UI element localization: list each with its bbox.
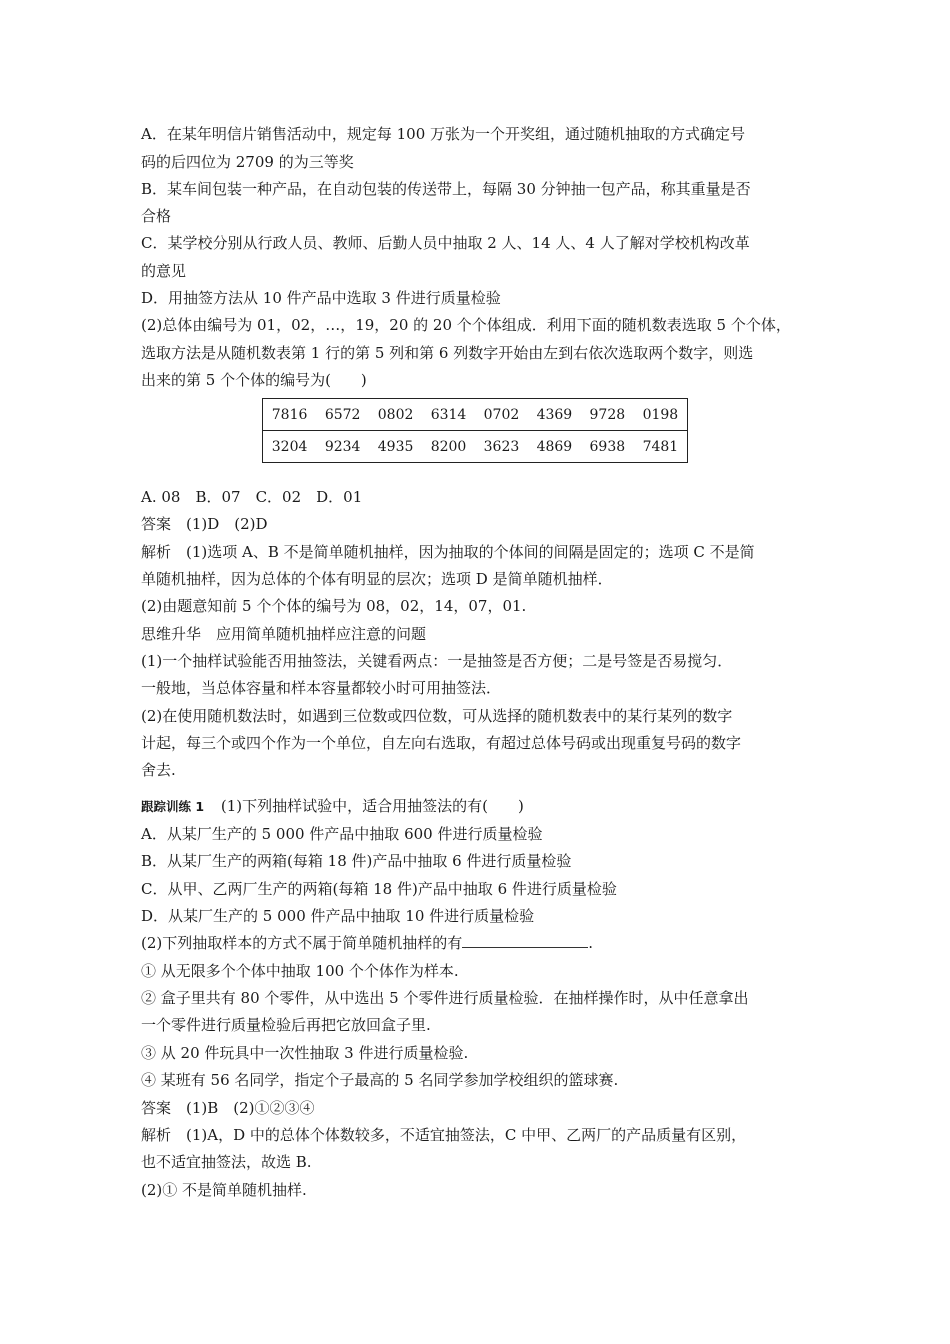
training-q2: (2)下列抽取样本的方式不属于简单随机抽样的有: [141, 934, 463, 952]
training-option-b: B．从某厂生产的两箱(每箱 18 件)产品中抽取 6 件进行质量检验: [141, 852, 572, 870]
answer-1: 答案 (1)D (2)D: [141, 515, 268, 533]
q1-option-b-line2: 合格: [141, 207, 172, 225]
thinking-title: 思维升华 应用简单随机抽样应注意的问题: [141, 625, 427, 643]
analysis-2-line1: 解析 (1)A，D 中的总体个体数较多，不适宜抽签法，C 中甲、乙两厂的产品质量有区别，: [141, 1126, 747, 1144]
training-q1-line: [141, 796, 524, 817]
table-cell: 8200: [430, 438, 467, 455]
table-cell: 7816: [263, 399, 317, 431]
table-cell: 0702: [475, 399, 528, 431]
table-cell: 9234: [324, 438, 361, 455]
analysis-2-line3: (2)① 不是简单随机抽样.: [141, 1181, 307, 1199]
answer-blank: [462, 933, 588, 948]
q2-stem-line3: 出来的第 5 个个体的编号为( ): [141, 371, 367, 389]
training-item-1: ① 从无限多个个体中抽取 100 个个体作为样本.: [141, 962, 459, 980]
q1-option-b-line1: B．某车间包装一种产品，在自动包装的传送带上，每隔 30 分钟抽一包产品，称其重量是否: [141, 180, 751, 198]
table-cell: 3623: [483, 438, 520, 455]
thinking-p2-line2: 计起，每三个或四个作为一个单位，自左向右选取，有超过总体号码或出现重复号码的数字: [141, 734, 742, 752]
training-option-d: D．从某厂生产的 5 000 件产品中抽取 10 件进行质量检验: [141, 907, 535, 925]
answer-2: 答案 (1)B (2)①②③④: [141, 1099, 315, 1117]
thinking-p1-line1: (1)一个抽样试验能否用抽签法，关键看两点：一是抽签是否方便；二是号签是否易搅匀．: [141, 652, 733, 670]
training-item-3: ③ 从 20 件玩具中一次性抽取 3 件进行质量检验.: [141, 1044, 469, 1062]
table-cell: 9728: [581, 399, 634, 431]
table-cell: 6938: [589, 438, 626, 455]
thinking-p2-line3: 舍去.: [141, 761, 176, 779]
q1-option-d: D．用抽签方法从 10 件产品中选取 3 件进行质量检验: [141, 289, 501, 307]
table-cell: 4869: [536, 438, 573, 455]
q2-stem-line2: 选取方法是从随机数表第 1 行的第 5 列和第 6 列数字开始由左到右依次选取两个数字，则选: [141, 344, 754, 362]
analysis-2-line2: 也不适宜抽签法，故选 B.: [141, 1153, 312, 1171]
thinking-p1-line2: 一般地，当总体容量和样本容量都较小时可用抽签法．: [141, 679, 502, 697]
q1-option-a-line1: A．在某年明信片销售活动中，规定每 100 万张为一个开奖组，通过随机抽取的方式确定号: [141, 125, 746, 143]
q1-option-c-line1: C．某学校分别从行政人员、教师、后勤人员中抽取 2 人、14 人、4 人了解对学校机构改革: [141, 234, 750, 252]
analysis-1-line2: 单随机抽样，因为总体的个体有明显的层次；选项 D 是简单随机抽样．: [141, 570, 613, 588]
training-label: 跟踪训练 1: [141, 799, 205, 814]
training-q2-line: [141, 933, 593, 953]
table-cell: 3204: [271, 438, 308, 455]
training-item-2-line1: ② 盒子里共有 80 个零件，从中选出 5 个零件进行质量检验．在抽样操作时，从中任意拿出: [141, 989, 749, 1007]
table-cell: 6314: [422, 399, 475, 431]
q2-options: A. 08 B．07 C．02 D．01: [141, 488, 363, 506]
table-cell: 4935: [377, 438, 414, 455]
training-q1: (1)下列抽样试验中，适合用抽签法的有( ): [220, 797, 524, 815]
table-cell: 4369: [528, 399, 581, 431]
table-cell: 6572: [316, 399, 369, 431]
training-q2-end: .: [588, 934, 594, 952]
training-option-c: C．从甲、乙两厂生产的两箱(每箱 18 件)产品中抽取 6 件进行质量检验: [141, 880, 617, 898]
table-cell: 0198: [634, 399, 688, 431]
training-item-2-line2: 一个零件进行质量检验后再把它放回盒子里.: [141, 1016, 431, 1034]
q1-option-a-line2: 码的后四位为 2709 的为三等奖: [141, 153, 354, 171]
table-cell: 0802: [369, 399, 422, 431]
training-option-a: A．从某厂生产的 5 000 件产品中抽取 600 件进行质量检验: [141, 825, 543, 843]
analysis-1-line3: (2)由题意知前 5 个个体的编号为 08，02，14，07，01.: [141, 597, 527, 615]
table-cell: 7481: [642, 438, 679, 455]
thinking-p2-line1: (2)在使用随机数法时，如遇到三位数或四位数，可从选择的随机数表中的某行某列的数字: [141, 707, 733, 725]
analysis-1-line1: 解析 (1)选项 A、B 不是简单随机抽样，因为抽取的个体间的间隔是固定的；选项 C 不是简: [141, 543, 755, 561]
table-row: [263, 399, 688, 431]
q1-option-c-line2: 的意见: [141, 262, 187, 280]
q2-stem-line1: (2)总体由编号为 01，02，…，19，20 的 20 个个体组成．利用下面的随机数表选取 5 个个体，: [141, 316, 791, 334]
random-number-table: [262, 398, 688, 463]
table-row: [263, 431, 688, 463]
training-item-4: ④ 某班有 56 名同学，指定个子最高的 5 名同学参加学校组织的篮球赛.: [141, 1071, 619, 1089]
